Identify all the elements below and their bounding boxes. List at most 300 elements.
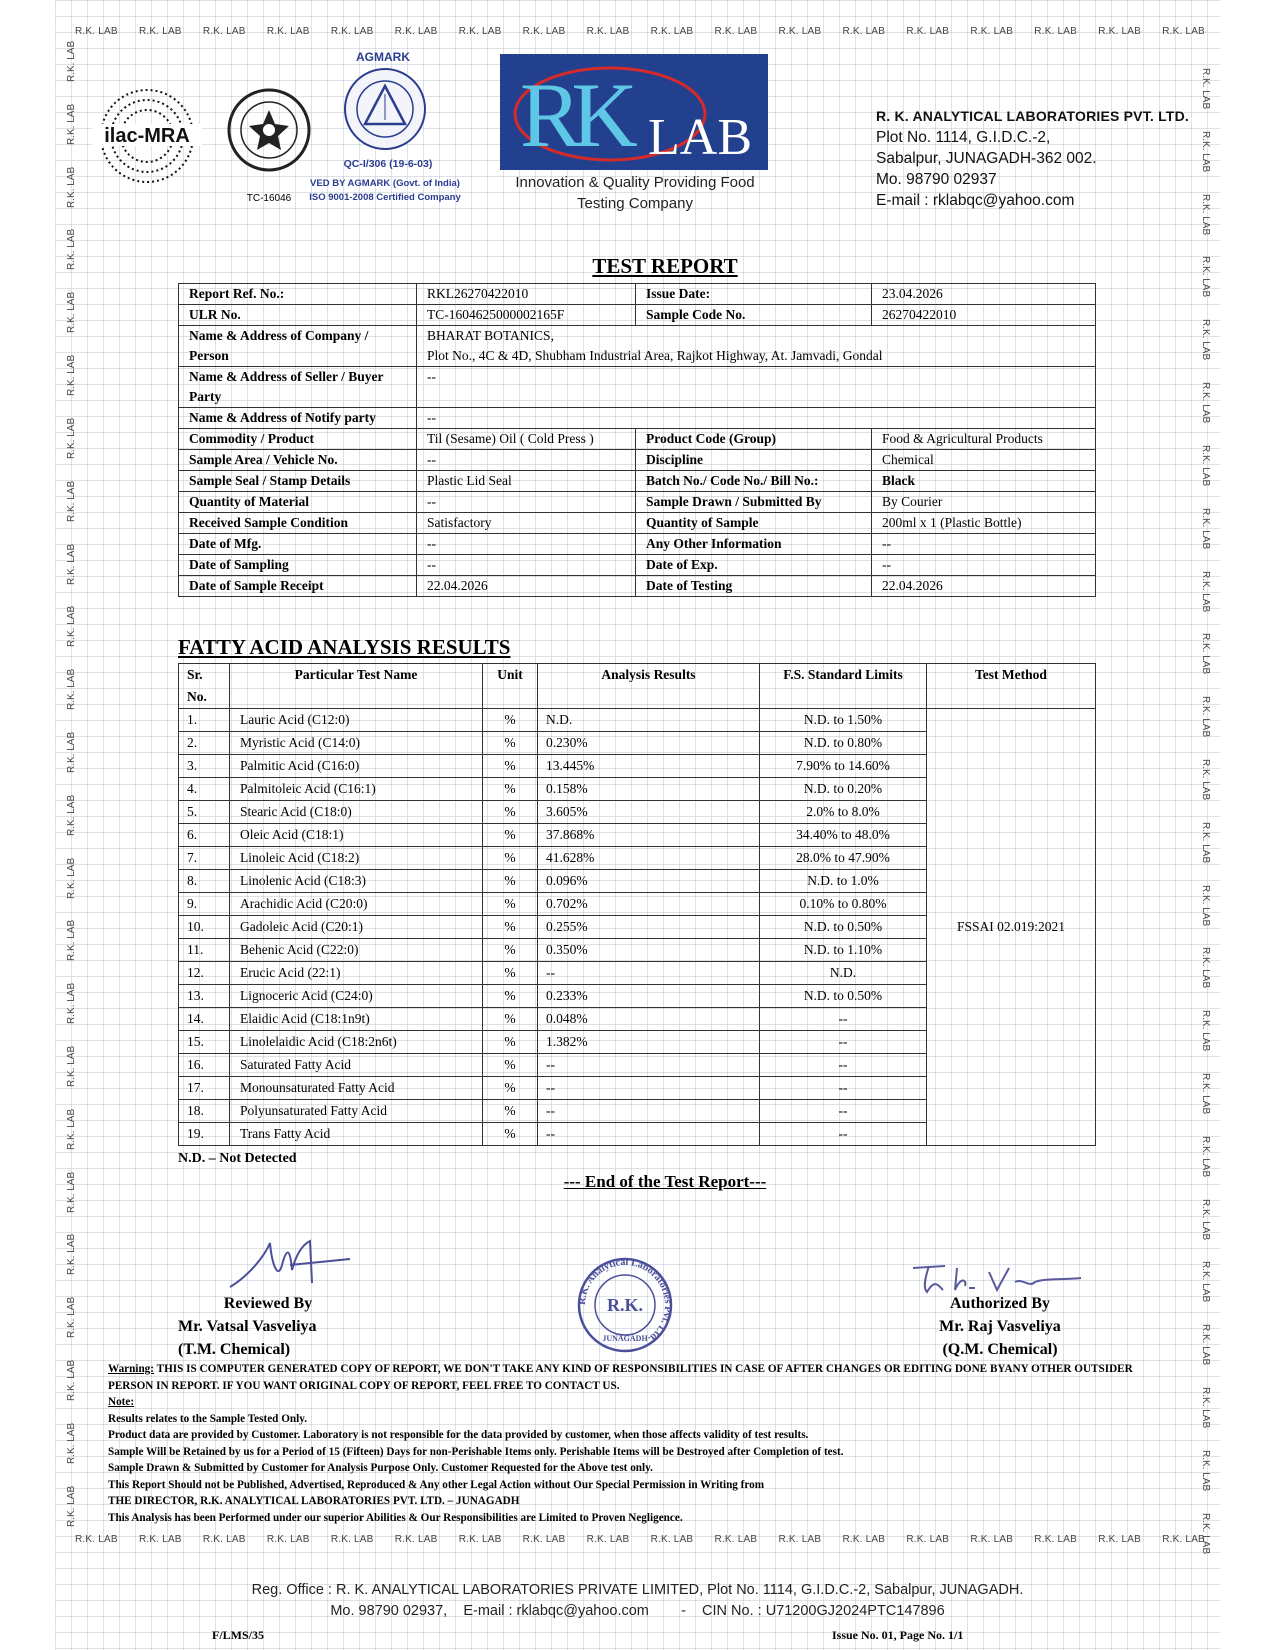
fa-unit: % xyxy=(483,1077,538,1100)
fa-result: -- xyxy=(538,1123,760,1146)
fa-limit: N.D. to 0.50% xyxy=(760,916,927,939)
fa-sr: 19. xyxy=(179,1123,230,1146)
watermark-text xyxy=(65,759,105,773)
watermark-bottom-row xyxy=(75,1534,1205,1545)
issue-page-info: Issue No. 01, Page No. 1/1 xyxy=(832,1628,964,1642)
fa-test-name: Linolenic Acid (C18:3) xyxy=(230,870,483,893)
fa-unit: % xyxy=(483,1123,538,1146)
authorizer-title: (Q.M. Chemical) xyxy=(942,1341,1058,1358)
fa-test-name: Myristic Acid (C14:0) xyxy=(230,732,483,755)
watermark-text: R.K. LAB xyxy=(394,26,438,37)
fa-sr: 7. xyxy=(179,847,230,870)
note-item: Results relates to the Sample Tested Only. xyxy=(108,1412,307,1425)
watermark-text: R.K. LAB xyxy=(778,1534,822,1545)
info-row xyxy=(179,367,1096,408)
stamp-ring-text: R.K. Analytical Laboratories Pvt. Ltd. xyxy=(576,1256,674,1345)
lab-address-line4: E-mail : rklabqc@yahoo.com xyxy=(876,192,1075,209)
watermark-text: R.K. LAB xyxy=(75,26,118,37)
fa-limit: 2.0% to 8.0% xyxy=(760,801,927,824)
info-value: TC-1604625000002165F xyxy=(417,305,636,326)
fa-result: 3.605% xyxy=(538,801,760,824)
fa-sr: 12. xyxy=(179,962,230,985)
fa-unit: % xyxy=(483,1100,538,1123)
fa-limit: -- xyxy=(760,1123,927,1146)
fa-unit: % xyxy=(483,962,538,985)
watermark-text xyxy=(65,1387,105,1401)
watermark-text: R.K. LAB xyxy=(778,26,822,37)
reviewer-role: Reviewed By xyxy=(223,1295,313,1312)
info-label: Name & Address of Notify party xyxy=(179,408,417,429)
info-row xyxy=(179,284,1096,305)
watermark-text xyxy=(1172,759,1212,773)
stamp-center-text: R.K. xyxy=(607,1295,643,1315)
info-value xyxy=(417,326,1096,367)
fa-sr: 9. xyxy=(179,893,230,916)
watermark-text: R.K. LAB xyxy=(970,26,1014,37)
fa-unit: % xyxy=(483,824,538,847)
fa-header-name: Particular Test Name xyxy=(230,664,483,709)
watermark-text xyxy=(1172,1324,1212,1338)
fa-result: -- xyxy=(538,1100,760,1123)
fa-result: 0.702% xyxy=(538,893,760,916)
nd-note: N.D. – Not Detected xyxy=(178,1151,297,1166)
watermark-text: R.K. LAB xyxy=(714,26,758,37)
fa-unit: % xyxy=(483,939,538,962)
fa-header-unit: Unit xyxy=(483,664,538,709)
info-label: Date of Testing xyxy=(636,576,872,597)
info-label: Product Code (Group) xyxy=(636,429,872,450)
info-value: 22.04.2026 xyxy=(872,576,1096,597)
watermark-text: R.K. LAB xyxy=(1162,1534,1205,1545)
info-value: -- xyxy=(417,555,636,576)
fa-sr: 1. xyxy=(179,709,230,732)
info-label: Date of Sampling xyxy=(179,555,417,576)
watermark-text: R.K. LAB xyxy=(522,1534,566,1545)
watermark-text xyxy=(65,571,105,585)
info-label: Quantity of Material xyxy=(179,492,417,513)
watermark-text xyxy=(1172,1073,1212,1087)
watermark-text: R.K. LAB xyxy=(266,1534,310,1545)
watermark-text: R.K. LAB xyxy=(138,26,182,37)
fa-result: 0.158% xyxy=(538,778,760,801)
info-label: Date of Sample Receipt xyxy=(179,576,417,597)
fa-result: 0.233% xyxy=(538,985,760,1008)
info-value: Til (Sesame) Oil ( Cold Press ) xyxy=(417,429,636,450)
agmark-line1: VED BY AGMARK (Govt. of India) xyxy=(310,178,460,189)
end-of-report: --- End of the Test Report--- xyxy=(563,1172,767,1191)
info-label: Received Sample Condition xyxy=(179,513,417,534)
watermark-text xyxy=(65,1324,105,1338)
watermark-text xyxy=(1172,1387,1212,1401)
note-item: This Analysis has been Performed under our superior Abilities & Our Responsibilities are Limited to Proven Negligence. xyxy=(108,1511,683,1524)
fa-limit: N.D. to 1.0% xyxy=(760,870,927,893)
fa-unit: % xyxy=(483,778,538,801)
reviewer-block xyxy=(178,1292,358,1315)
fa-test-name: Stearic Acid (C18:0) xyxy=(230,801,483,824)
watermark-text: R.K. LAB xyxy=(522,26,566,37)
info-value: By Courier xyxy=(872,492,1096,513)
watermark-text xyxy=(1172,885,1212,899)
rk-logo-lab: LAB xyxy=(648,109,752,166)
fa-header-method: Test Method xyxy=(927,664,1096,709)
watermark-text: R.K. LAB xyxy=(202,1534,246,1545)
info-value: Black xyxy=(872,471,1096,492)
fa-sr: 8. xyxy=(179,870,230,893)
company-address-value: Plot No., 4C & 4D, Shubham Industrial Area, Rajkot Highway, At. Jamvadi, Gondal xyxy=(427,348,883,363)
watermark-text: R.K. LAB xyxy=(650,26,694,37)
watermark-text xyxy=(65,1199,105,1213)
fa-limit: N.D. to 0.50% xyxy=(760,985,927,1008)
info-label: Discipline xyxy=(636,450,872,471)
watermark-text xyxy=(65,1136,105,1150)
watermark-text: R.K. LAB xyxy=(458,1534,502,1545)
fa-limit: 7.90% to 14.60% xyxy=(760,755,927,778)
fa-sr: 11. xyxy=(179,939,230,962)
info-label: Sample Drawn / Submitted By xyxy=(636,492,872,513)
fa-sr: 15. xyxy=(179,1031,230,1054)
watermark-text xyxy=(65,382,105,396)
fa-test-name: Saturated Fatty Acid xyxy=(230,1054,483,1077)
watermark-text: R.K. LAB xyxy=(586,1534,630,1545)
watermark-text xyxy=(1172,1010,1212,1024)
note-item: Product data are provided by Customer. Laboratory is not responsible for the data provided by customer, when those affects validity of test results. xyxy=(108,1429,809,1441)
fa-unit: % xyxy=(483,732,538,755)
fa-test-name: Trans Fatty Acid xyxy=(230,1123,483,1146)
fa-limit: -- xyxy=(760,1031,927,1054)
ilac-mra-logo xyxy=(92,82,202,190)
fa-limit: N.D. to 0.80% xyxy=(760,732,927,755)
fa-test-name: Polyunsaturated Fatty Acid xyxy=(230,1100,483,1123)
watermark-text: R.K. LAB xyxy=(714,1534,758,1545)
lab-address-line1: Plot No. 1114, G.I.D.C.-2, xyxy=(876,129,1051,146)
fa-header-row xyxy=(179,664,1096,709)
fa-result: 13.445% xyxy=(538,755,760,778)
info-value: RKL26270422010 xyxy=(417,284,636,305)
fa-limit: N.D. to 1.50% xyxy=(760,709,927,732)
fa-test-name: Elaidic Acid (C18:1n9t) xyxy=(230,1008,483,1031)
info-row xyxy=(179,534,1096,555)
watermark-text xyxy=(1172,68,1212,82)
watermark-text xyxy=(1172,1261,1212,1275)
tagline-line2: Testing Company xyxy=(577,195,693,212)
fa-result: 1.382% xyxy=(538,1031,760,1054)
watermark-text xyxy=(65,1450,105,1464)
lab-address-line2: Sabalpur, JUNAGADH-362 002. xyxy=(876,150,1097,167)
watermark-text xyxy=(1172,1450,1212,1464)
footer-line1: Reg. Office : R. K. ANALYTICAL LABORATORIES PRIVATE LIMITED, Plot No. 1114, G.I.D.C.-2, Sabalpur, JUNAGADH. xyxy=(251,1582,1024,1598)
fa-test-name: Lignoceric Acid (C24:0) xyxy=(230,985,483,1008)
fa-sr: 10. xyxy=(179,916,230,939)
fa-unit: % xyxy=(483,1031,538,1054)
fa-sr: 3. xyxy=(179,755,230,778)
fa-test-name: Oleic Acid (C18:1) xyxy=(230,824,483,847)
watermark-text xyxy=(65,194,105,208)
company-name-value: BHARAT BOTANICS, xyxy=(427,328,554,343)
info-value: 23.04.2026 xyxy=(872,284,1096,305)
tagline-line1: Innovation & Quality Providing Food xyxy=(515,174,755,191)
section-title: FATTY ACID ANALYSIS RESULTS xyxy=(178,635,511,659)
info-label: Name & Address of Seller / Buyer Party xyxy=(179,367,417,408)
watermark-text xyxy=(1172,508,1212,522)
note-item: THE DIRECTOR, R.K. ANALYTICAL LABORATORIES PVT. LTD. – JUNAGADH xyxy=(108,1495,520,1507)
watermark-top-row xyxy=(75,26,1205,37)
fa-test-name: Monounsaturated Fatty Acid xyxy=(230,1077,483,1100)
fa-limit: 0.10% to 0.80% xyxy=(760,893,927,916)
fa-sr: 18. xyxy=(179,1100,230,1123)
report-title: TEST REPORT xyxy=(592,254,738,278)
watermark-text xyxy=(65,445,105,459)
info-row xyxy=(179,450,1096,471)
fa-limit: -- xyxy=(760,1008,927,1031)
watermark-text xyxy=(65,885,105,899)
fa-test-name: Linolelaidic Acid (C18:2n6t) xyxy=(230,1031,483,1054)
fa-result: N.D. xyxy=(538,709,760,732)
fa-limit: N.D. xyxy=(760,962,927,985)
fa-unit: % xyxy=(483,801,538,824)
info-value: -- xyxy=(417,534,636,555)
watermark-text: R.K. LAB xyxy=(906,1534,950,1545)
warning-paragraph xyxy=(108,1361,1158,1394)
note-item: Sample Will be Retained by us for a Period of 15 (Fifteen) Days for non-Perishable Items only. Perishable Items will be Destroyed after Completion of test. xyxy=(108,1445,844,1458)
info-value: -- xyxy=(417,450,636,471)
watermark-text: R.K. LAB xyxy=(202,26,246,37)
fa-test-method: FSSAI 02.019:2021 xyxy=(927,709,1096,1146)
info-label: Sample Area / Vehicle No. xyxy=(179,450,417,471)
fa-result: -- xyxy=(538,1054,760,1077)
agmark-line2: ISO 9001-2008 Certified Company xyxy=(309,192,461,203)
footer-line2: Mo. 98790 02937, E-mail : rklabqc@yahoo.com - CIN No. : U71200GJ2024PTC147896 xyxy=(330,1603,945,1619)
info-value: 200ml x 1 (Plastic Bottle) xyxy=(872,513,1096,534)
info-value: -- xyxy=(417,367,1096,408)
fa-result: -- xyxy=(538,962,760,985)
info-label: Report Ref. No.: xyxy=(179,284,417,305)
info-value: 22.04.2026 xyxy=(417,576,636,597)
fa-limit: N.D. to 1.10% xyxy=(760,939,927,962)
fa-unit: % xyxy=(483,1008,538,1031)
watermark-text xyxy=(65,508,105,522)
fa-sr: 16. xyxy=(179,1054,230,1077)
info-label: Issue Date: xyxy=(636,284,872,305)
fa-test-name: Arachidic Acid (C20:0) xyxy=(230,893,483,916)
info-row xyxy=(179,429,1096,450)
lab-company-name: R. K. ANALYTICAL LABORATORIES PVT. LTD. xyxy=(876,108,1189,124)
watermark-text xyxy=(1172,822,1212,836)
fa-sr: 2. xyxy=(179,732,230,755)
info-value: -- xyxy=(417,408,1096,429)
fa-sr: 14. xyxy=(179,1008,230,1031)
watermark-text: R.K. LAB xyxy=(1098,1534,1141,1545)
info-row xyxy=(179,555,1096,576)
fa-unit: % xyxy=(483,985,538,1008)
form-code: F/LMS/35 xyxy=(212,1628,265,1642)
rk-lab-logo xyxy=(500,54,768,170)
watermark-text xyxy=(65,822,105,836)
fa-limit: 34.40% to 48.0% xyxy=(760,824,927,847)
info-row xyxy=(179,305,1096,326)
watermark-text xyxy=(1172,633,1212,647)
watermark-text xyxy=(65,319,105,333)
note-item: Sample Drawn & Submitted by Customer for Analysis Purpose Only. Customer Requested for the Above test only. xyxy=(108,1462,653,1474)
fa-result: 0.255% xyxy=(538,916,760,939)
watermark-text xyxy=(1172,319,1212,333)
reviewer-signature xyxy=(220,1235,360,1295)
authorizer-role: Authorized By xyxy=(950,1295,1050,1312)
reviewer-title: (T.M. Chemical) xyxy=(178,1341,291,1358)
info-value: 26270422010 xyxy=(872,305,1096,326)
watermark-text xyxy=(1172,1513,1212,1527)
watermark-text xyxy=(1172,382,1212,396)
fa-result: 0.096% xyxy=(538,870,760,893)
watermark-text: R.K. LAB xyxy=(75,1534,118,1545)
fa-test-name: Erucic Acid (22:1) xyxy=(230,962,483,985)
lab-address xyxy=(876,106,1189,211)
watermark-text: R.K. LAB xyxy=(842,26,886,37)
fa-test-name: Gadoleic Acid (C20:1) xyxy=(230,916,483,939)
watermark-text xyxy=(1172,947,1212,961)
fa-header-limit: F.S. Standard Limits xyxy=(760,664,927,709)
fa-unit: % xyxy=(483,916,538,939)
watermark-text xyxy=(65,68,105,82)
fa-sr: 4. xyxy=(179,778,230,801)
watermark-text xyxy=(1172,571,1212,585)
fa-limit: -- xyxy=(760,1077,927,1100)
note-item: This Report Should not be Published, Advertised, Reproduced & Any other Legal Action without Our Special Permission in Writing from xyxy=(108,1478,765,1491)
ilac-logo-text: ilac-MRA xyxy=(104,125,190,147)
fa-test-name: Linoleic Acid (C18:2) xyxy=(230,847,483,870)
fa-test-name: Palmitic Acid (C16:0) xyxy=(230,755,483,778)
watermark-text xyxy=(65,1513,105,1527)
info-label: Date of Exp. xyxy=(636,555,872,576)
fa-unit: % xyxy=(483,870,538,893)
watermark-text xyxy=(1172,1199,1212,1213)
fa-sr: 13. xyxy=(179,985,230,1008)
info-row xyxy=(179,513,1096,534)
info-label: Commodity / Product xyxy=(179,429,417,450)
warning-text: THIS IS COMPUTER GENERATED COPY OF REPORT, WE DON'T TAKE ANY KIND OF RESPONSIBILITIES IN CASE OF AFTER CHANGES OR EDITING DONE BYANY OTHER OUTSIDER PERSON IN REPORT. IF YOU WANT ORIGINAL COPY OF REPORT, FEEL FREE TO CONTACT US. xyxy=(108,1363,1133,1392)
watermark-text: R.K. LAB xyxy=(1034,26,1078,37)
reviewer-details xyxy=(178,1315,358,1361)
fa-unit: % xyxy=(483,893,538,916)
rk-tagline xyxy=(490,172,780,214)
lab-address-line3: Mo. 98790 02937 xyxy=(876,171,997,188)
warning-notes xyxy=(108,1361,1158,1526)
watermark-text xyxy=(1172,445,1212,459)
info-label: Sample Seal / Stamp Details xyxy=(179,471,417,492)
info-label: Name & Address of Company / Person xyxy=(179,326,417,367)
watermark-text: R.K. LAB xyxy=(394,1534,438,1545)
fatty-acid-table xyxy=(178,663,1096,1146)
watermark-text: R.K. LAB xyxy=(138,1534,182,1545)
watermark-text: R.K. LAB xyxy=(330,1534,374,1545)
fa-sr: 6. xyxy=(179,824,230,847)
fa-test-name: Palmitoleic Acid (C16:1) xyxy=(230,778,483,801)
authorizer-block xyxy=(900,1292,1100,1361)
info-label: ULR No. xyxy=(179,305,417,326)
stamp-city-text: JUNAGADH xyxy=(602,1334,648,1343)
footer-registered-office xyxy=(0,1580,1275,1622)
watermark-text: R.K. LAB xyxy=(586,26,630,37)
fa-result: 41.628% xyxy=(538,847,760,870)
agmark-title: AGMARK xyxy=(356,50,410,64)
info-row xyxy=(179,471,1096,492)
info-value: -- xyxy=(872,555,1096,576)
fa-limit: 28.0% to 47.90% xyxy=(760,847,927,870)
authorizer-name: Mr. Raj Vasveliya xyxy=(939,1318,1061,1335)
watermark-text: R.K. LAB xyxy=(266,26,310,37)
watermark-text: R.K. LAB xyxy=(842,1534,886,1545)
info-label: Any Other Information xyxy=(636,534,872,555)
fa-header-sr: Sr. No. xyxy=(179,664,230,709)
fa-result: -- xyxy=(538,1077,760,1100)
watermark-text: R.K. LAB xyxy=(906,26,950,37)
sample-info-table xyxy=(178,283,1096,597)
fa-header-result: Analysis Results xyxy=(538,664,760,709)
reviewer-name: Mr. Vatsal Vasveliya xyxy=(178,1318,317,1335)
info-value: Plastic Lid Seal xyxy=(417,471,636,492)
fa-unit: % xyxy=(483,755,538,778)
warning-label: Warning: xyxy=(108,1363,155,1375)
info-row xyxy=(179,408,1096,429)
fa-test-name: Lauric Acid (C12:0) xyxy=(230,709,483,732)
info-label: Batch No./ Code No./ Bill No.: xyxy=(636,471,872,492)
fa-limit: -- xyxy=(760,1054,927,1077)
fa-limit: N.D. to 0.20% xyxy=(760,778,927,801)
lab-stamp xyxy=(570,1255,680,1355)
fa-sr: 5. xyxy=(179,801,230,824)
watermark-text xyxy=(65,1010,105,1024)
watermark-text: R.K. LAB xyxy=(970,1534,1014,1545)
fa-unit: % xyxy=(483,847,538,870)
info-value: -- xyxy=(872,534,1096,555)
fa-result: 0.230% xyxy=(538,732,760,755)
watermark-text xyxy=(1172,1136,1212,1150)
info-label: Sample Code No. xyxy=(636,305,872,326)
agmark-emblem xyxy=(342,66,428,152)
agmark-code: QC-I/306 (19-6-03) xyxy=(343,158,433,170)
watermark-text: R.K. LAB xyxy=(650,1534,694,1545)
watermark-text: R.K. LAB xyxy=(330,26,374,37)
watermark-text: R.K. LAB xyxy=(458,26,502,37)
fa-sr: 17. xyxy=(179,1077,230,1100)
fa-unit: % xyxy=(483,709,538,732)
note-label: Note: xyxy=(108,1396,135,1408)
fa-row xyxy=(179,709,1096,732)
fa-limit: -- xyxy=(760,1100,927,1123)
watermark-text xyxy=(1172,696,1212,710)
watermark-text: R.K. LAB xyxy=(1162,26,1205,37)
watermark-text xyxy=(65,1073,105,1087)
info-value: Chemical xyxy=(872,450,1096,471)
info-value: Food & Agricultural Products xyxy=(872,429,1096,450)
watermark-text xyxy=(65,696,105,710)
watermark-text xyxy=(65,947,105,961)
info-label: Quantity of Sample xyxy=(636,513,872,534)
watermark-text xyxy=(65,1261,105,1275)
fa-unit: % xyxy=(483,1054,538,1077)
info-label: Date of Mfg. xyxy=(179,534,417,555)
fa-result: 0.350% xyxy=(538,939,760,962)
info-row xyxy=(179,576,1096,597)
info-value: Satisfactory xyxy=(417,513,636,534)
watermark-text xyxy=(65,633,105,647)
fa-result: 37.868% xyxy=(538,824,760,847)
watermark-text: R.K. LAB xyxy=(1034,1534,1078,1545)
nabl-code: TC-16046 xyxy=(246,193,292,204)
rk-logo-letters: RK xyxy=(520,64,628,166)
fa-test-name: Behenic Acid (C22:0) xyxy=(230,939,483,962)
info-row xyxy=(179,492,1096,513)
info-value: -- xyxy=(417,492,636,513)
